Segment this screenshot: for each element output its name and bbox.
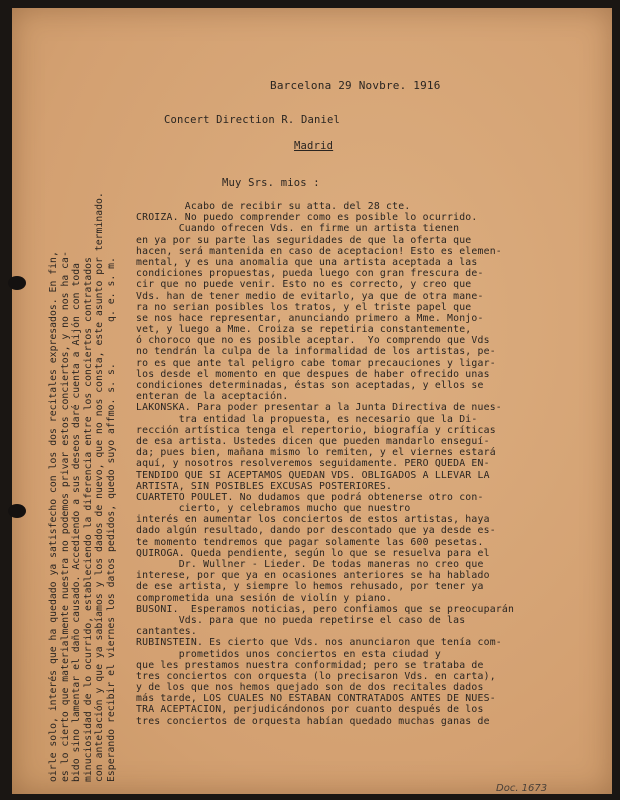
body-line: CUARTETO POULET. No dudamos que podrá obtenerse otro con- — [136, 491, 484, 503]
body-line: mental, y es una anomalia que una artista aceptada a las — [136, 256, 478, 268]
body-line: cierto, y celebramos mucho que nuestro — [136, 503, 411, 515]
body-line: TENDIDO QUE SI ACEPTAMOS QUEDAN VDS. OBLIGADOS A LLEVAR LA — [136, 469, 490, 481]
body-line: no tendrán la culpa de la informalidad de los artistas, pe- — [136, 346, 496, 358]
margin-line: Esperando recibir el viernes los datos pedidos, quedo suyo affmo. s. s. q. e. s. m. — [105, 257, 117, 782]
body-line: TRA ACEPTACION, perjudicándonos por cuanto después de los — [136, 704, 484, 716]
body-line: CROIZA. No puedo comprender como es posible lo ocurrido. — [136, 212, 478, 224]
body-line: Vds. han de tener medio de evitarlo, ya que de otra mane- — [136, 290, 484, 302]
margin-line: con antelación y que ya sabíamos y los dados de nuevo, que no nos consta, este asunto por terminado. — [94, 192, 106, 782]
body-line: los desde el momento en que despues de haber ofrecido unas — [136, 368, 490, 380]
body-line: ARTISTA, SIN POSIBLES EXCUSAS POSTERIORES. — [136, 480, 393, 492]
body-line: en ya por su parte las seguridades de que la oferta que — [136, 234, 472, 246]
body-line: comprometida una sesión de violín y piano. — [136, 592, 393, 604]
body-line: QUIROGA. Queda pendiente, según lo que se resuelva para el — [136, 547, 490, 559]
recipient-city: Madrid — [294, 140, 334, 152]
body-line: de ese artista, y siempre lo hemos rehusado, por tener ya — [136, 581, 484, 593]
body-line: dado algún resultado, dando por descontado que ya desde es- — [136, 525, 496, 537]
body-line: aquí, y nosotros resolveremos seguidamente. PERO QUEDA EN- — [136, 458, 490, 470]
body-line: BUSONI. Esperamos noticias, pero confiamos que se preocuparán — [136, 603, 515, 615]
body-line: Dr. Wullner - Lieder. De todas maneras no creo que — [136, 559, 484, 570]
margin-line: minuciosidad de lo ocurrido, estableciendo la diferencia entre los conciertos contratados — [82, 257, 94, 782]
body-line: condiciones determinadas, éstas son aceptadas, y ellos se — [136, 380, 484, 391]
body-line: Acabo de recibir su atta. del 28 cte. — [136, 201, 411, 212]
punch-hole-top — [8, 276, 26, 290]
body-line: interese, por que ya en ocasiones anteriores se ha hablado — [136, 570, 490, 582]
body-line: LAKONSKA. Para poder presentar a la Junta Directiva de nues- — [136, 402, 502, 414]
body-line: rección artística tenga el repertorio, biografía y críticas — [136, 424, 496, 436]
body-line: RUBINSTEIN. Es cierto que Vds. nos anunciaron que tenía com- — [136, 637, 502, 649]
body-line: de esa artista. Ustedes dicen que pueden mandarlo enseguí- — [136, 435, 490, 447]
body-line: ó choroco que no es posible aceptar. Yo comprendo que Vds — [136, 335, 490, 347]
archive-stamp: Doc. 1673 — [496, 783, 548, 794]
body-line: ro es que ante tal peligro cabe tomar precauciones y ligar- — [136, 357, 496, 369]
salutation: Muy Srs. mios : — [222, 177, 320, 189]
margin-line: bido sino lamentar el daño causado. Accediendo a sus deseos daré cuenta a Aijón con toda — [71, 262, 83, 782]
margin-line: oirle solo, interés que ha quedado ya satisfecho con los dos recitales expresados. En fin, — [48, 251, 59, 782]
body-line: enteran de la aceptación. — [136, 391, 289, 403]
body-line: cantantes. — [136, 626, 197, 638]
body-line: tra entidad la propuesta, es necesario que la Di- — [136, 413, 478, 425]
body-line: da; pues bien, mañana mismo lo remiten, y el viernes estará — [136, 447, 496, 459]
body-line: condiciones propuestas, pueda luego con gran frescura de- — [136, 268, 484, 280]
body-line: interés en aumentar los conciertos de estos artistas, haya — [136, 514, 490, 526]
body-line: y de los que nos hemos quejado son de dos recitales dados — [136, 682, 484, 694]
margin-postscript — [48, 52, 142, 782]
punch-hole-bottom — [8, 504, 26, 518]
recipient-name: Concert Direction R. Daniel — [164, 114, 341, 126]
letter-body — [136, 201, 616, 727]
margin-line: es lo cierto que materialmente nuestra no podemos privar estos conciertos, y no nos ha ca- — [59, 251, 71, 782]
body-line: tres conciertos de orquesta habían quedado muchas ganas de — [136, 715, 490, 727]
body-line: Vds. para que no pueda repetirse el caso de las — [136, 614, 466, 626]
body-line: vet, y luego a Mme. Croiza se repetiria constantemente, — [136, 324, 472, 336]
body-line: Cuando ofrecen Vds. en firme un artista tienen — [136, 223, 460, 235]
body-line: ra no serian posibles los tratos, y el triste papel que — [136, 301, 472, 313]
body-line: que les prestamos nuestra conformidad; pero se trataba de — [136, 659, 484, 671]
letter-date: Barcelona 29 Novbre. 1916 — [270, 79, 441, 92]
body-line: cir que no puede venir. Esto no es correcto, y creo que — [136, 279, 472, 291]
body-line: prometidos unos conciertos en esta ciudad y — [136, 648, 441, 660]
body-line: más tarde, LOS CUALES NO ESTABAN CONTRATADOS ANTES DE NUES- — [136, 693, 496, 705]
body-line: hacen, será mantenida en caso de aceptacion! Esto es elemen- — [136, 245, 502, 257]
body-line: tres conciertos con orquesta (lo precisaron Vds. en carta), — [136, 670, 496, 682]
body-line: se nos hace representar, anunciando primero a Mme. Monjo- — [136, 312, 484, 324]
body-line: te momento tendremos que pagar solamente las 600 pesetas. — [136, 536, 484, 548]
letter-page — [12, 8, 612, 794]
